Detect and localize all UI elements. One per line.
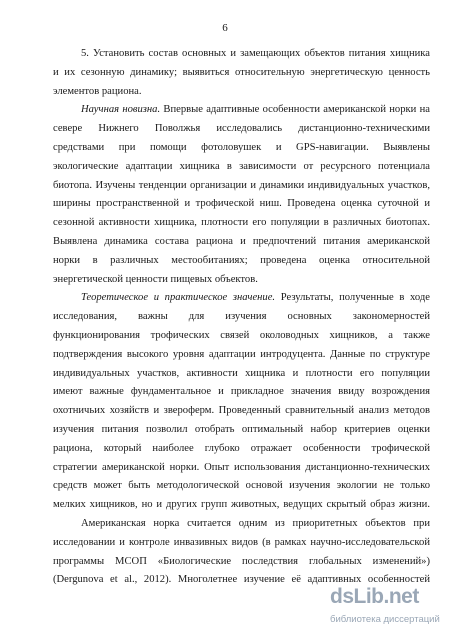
text-line bbox=[53, 311, 430, 323]
line-text: Впервые адаптивные особенности американской норки на bbox=[160, 104, 430, 116]
text-line bbox=[53, 330, 430, 342]
text-line bbox=[53, 123, 430, 135]
line-text: подтверждения высокого уровня адаптации интродуцента. Данные по структуре bbox=[53, 348, 430, 360]
text-line bbox=[53, 274, 430, 286]
text-line bbox=[53, 217, 430, 229]
page-number: 6 bbox=[222, 22, 228, 34]
text-line bbox=[53, 480, 430, 492]
text-line bbox=[81, 104, 430, 116]
line-text: индивидуальных участков, активности хищника и плотности его популяции bbox=[53, 367, 430, 379]
text-line bbox=[53, 236, 430, 248]
text-line bbox=[53, 161, 430, 173]
watermark bbox=[330, 585, 445, 630]
section-heading: Научная новизна. bbox=[81, 104, 161, 116]
line-text: средствами при помощи фотоловушек и GPS-навигации. Выявлены bbox=[53, 142, 430, 153]
section-heading: Теоретическое и практическое значение. bbox=[81, 292, 276, 304]
line-text: исследовании и контроле инвазивных видов (в рамках научно-исследовательской bbox=[53, 536, 430, 548]
line-text: сезонной активности хищника, плотности его популяции в различных биотопах. bbox=[53, 217, 430, 229]
line-text: мелких хищников, но и других групп животных, ведущих скрытый образ жизни. bbox=[53, 499, 430, 511]
text-line bbox=[81, 292, 430, 304]
line-text: Результаты, полученные в ходе bbox=[275, 292, 431, 304]
line-text: и их сезонную динамику; выявиться относительную энергетическую ценность bbox=[53, 66, 430, 78]
line-text: стратегии американской норки. Опыт использования дистанционно-технических bbox=[53, 461, 430, 473]
text-line bbox=[53, 180, 430, 192]
text-line bbox=[53, 386, 430, 398]
text-line bbox=[53, 405, 430, 417]
text-line bbox=[53, 349, 430, 361]
line-text: норки в различных местообитаниях; проведена оценка относительной bbox=[53, 254, 430, 266]
line-text: 5. Установить состав основных и замещающих объектов питания хищника bbox=[81, 48, 430, 59]
text-line bbox=[81, 518, 430, 530]
text-line bbox=[53, 443, 430, 455]
line-text: функционирования трофических связей околоводных хищников, а также bbox=[53, 330, 430, 341]
text-line bbox=[53, 86, 430, 98]
text-line bbox=[53, 462, 430, 474]
text-line bbox=[81, 48, 430, 60]
line-text: биотопа. Изучены тенденции организации и динамики индивидуальных участков, bbox=[53, 179, 430, 191]
line-text: охотничьих хозяйств и звероферм. Проведенный сравнительный анализ методов bbox=[53, 405, 430, 417]
text-line bbox=[53, 424, 430, 436]
line-text: (Dergunova et al., 2012). Многолетнее изучение её адаптивных особенностей bbox=[53, 574, 430, 586]
line-text: Американская норка считается одним из приоритетных объектов при bbox=[81, 518, 430, 529]
line-text: элементов рациона. bbox=[53, 85, 142, 97]
watermark-subtitle: библиотека диссертаций bbox=[330, 614, 440, 625]
line-text: севере Нижнего Поволжья исследовались дистанционно-техническими bbox=[53, 123, 430, 135]
line-text: экологические адаптации хищника в зависимости от ресурсного потенциала bbox=[53, 160, 430, 172]
text-line bbox=[53, 255, 430, 267]
text-line bbox=[53, 67, 430, 79]
line-text: изучения питания позволил отобрать оптимальный набор критериев оценки bbox=[53, 424, 430, 435]
text-line bbox=[53, 556, 430, 568]
text-line bbox=[53, 368, 430, 380]
line-text: средств может быть методологической основой изучения экологии не только bbox=[53, 480, 430, 492]
line-text: энергетической ценности пищевых объектов. bbox=[53, 273, 258, 285]
line-text: имеют важные фундаментальное и прикладное значения ввиду возрождения bbox=[53, 386, 430, 398]
text-line bbox=[53, 537, 430, 549]
line-text: рациона, который наиболее глубоко отражает особенности трофической bbox=[53, 442, 430, 454]
line-text: ширины пространственной и трофической ниш. Проведена оценка суточной и bbox=[53, 198, 430, 210]
text-line bbox=[53, 198, 430, 210]
line-text: программы МСОП «Биологические последствия глобальных изменений») bbox=[53, 555, 430, 567]
text-line bbox=[53, 499, 430, 511]
line-text: исследования, важны для изучения основных закономерностей bbox=[53, 311, 430, 323]
watermark-logo: dsLib.net bbox=[330, 585, 419, 608]
text-line bbox=[53, 142, 430, 154]
line-text: Выявлена динамика состава рациона и предпочтений питания американской bbox=[53, 236, 430, 247]
